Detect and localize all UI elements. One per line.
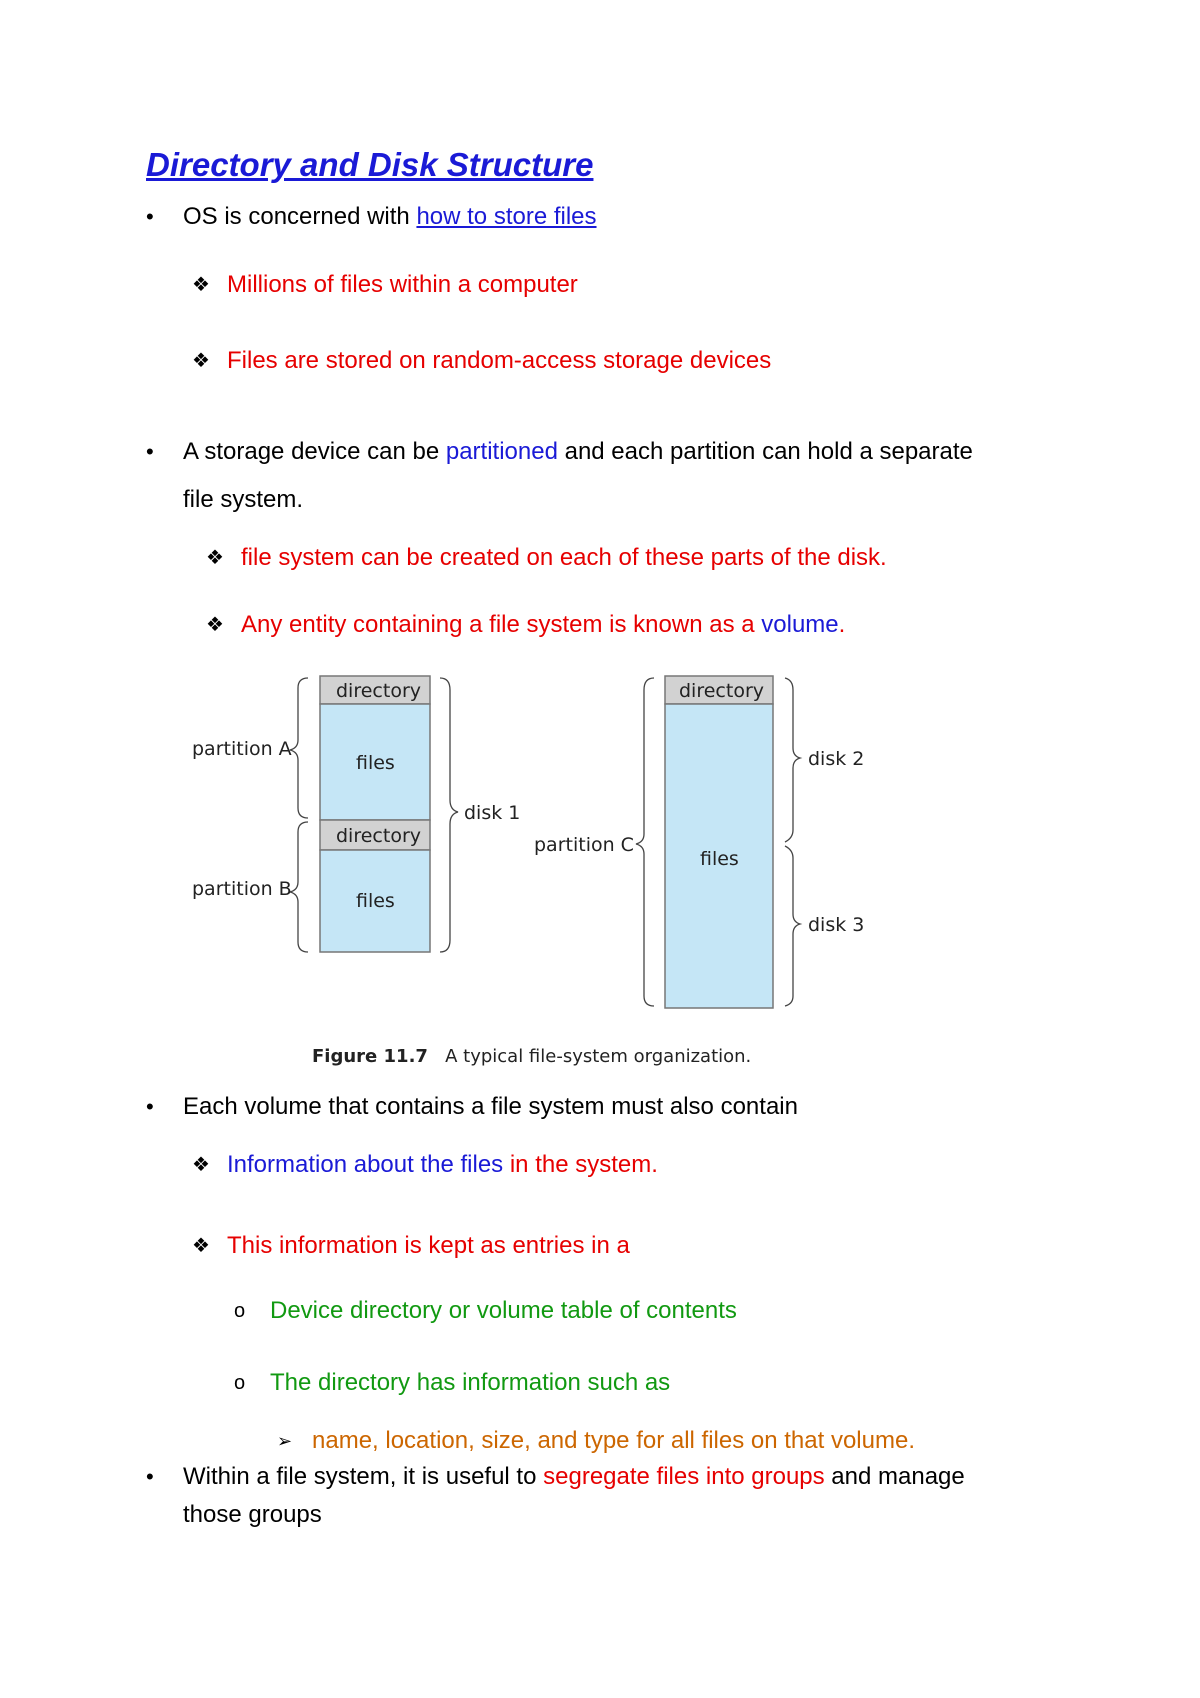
- information-text: Information about the files: [227, 1151, 504, 1178]
- sub-bullet-file-system-created: file system can be created on each of these parts of the disk.: [241, 544, 887, 571]
- in-the-system-text: in the system.: [503, 1151, 658, 1178]
- partition-a-brace: [290, 678, 308, 818]
- sub-bullet-information: [227, 1150, 658, 1180]
- partition-b-label: partition B: [192, 878, 292, 900]
- bullet-3: Each volume that contains a file system must also contain: [183, 1093, 798, 1120]
- sub-bullet-entries: This information is kept as entries in a: [227, 1232, 630, 1259]
- sub-bullet-millions: Millions of files within a computer: [227, 271, 578, 298]
- partitioned-term: partitioned: [445, 438, 558, 465]
- disk-1-label: disk 1: [464, 802, 521, 824]
- bullet-4-text-post: and manage: [824, 1463, 965, 1490]
- diamond-bullet-icon: ❖: [192, 1154, 210, 1176]
- circle-bullet-icon: o: [234, 1300, 246, 1322]
- diamond-bullet-icon: ❖: [192, 1235, 210, 1257]
- bullet-2-line2: file system.: [183, 486, 304, 513]
- sub-sub-device-directory: Device directory or volume table of contents: [270, 1297, 737, 1324]
- disk-2-label: disk 2: [808, 748, 865, 770]
- figure-caption: [312, 1046, 751, 1067]
- disk-2-brace: [785, 678, 800, 842]
- figure-caption-text: A typical file-system organization.: [445, 1046, 752, 1067]
- partition-c-directory-label: directory: [679, 680, 764, 702]
- bullet-1-text: OS is concerned with: [183, 203, 417, 230]
- partition-c-brace: [636, 678, 654, 1006]
- partition-b-brace: [290, 822, 308, 952]
- bullet-4: [183, 1462, 965, 1492]
- partition-c-label: partition C: [534, 834, 634, 856]
- sub-sub-sub-attributes: name, location, size, and type for all files on that volume.: [312, 1427, 915, 1454]
- arrow-bullet-icon: ➢: [277, 1431, 293, 1451]
- partition-b-directory-label: directory: [336, 825, 421, 847]
- how-to-store-files-link[interactable]: how to store files: [416, 203, 597, 230]
- bullet-dot: •: [146, 439, 154, 464]
- partition-a-label: partition A: [192, 738, 292, 760]
- partition-a-files-label: files: [356, 752, 395, 774]
- bullet-2-text-post: and each partition can hold a separate: [557, 438, 973, 465]
- bullet-dot: •: [146, 1094, 154, 1119]
- circle-bullet-icon: o: [234, 1372, 246, 1394]
- disk-3-brace: [785, 846, 800, 1006]
- bullet-dot: •: [146, 204, 154, 229]
- segregate-term: segregate files into groups: [543, 1463, 825, 1490]
- volume-text: Any entity containing a file system is known as a: [241, 611, 762, 638]
- diamond-bullet-icon: ❖: [192, 274, 210, 296]
- page-title: Directory and Disk Structure: [146, 146, 594, 183]
- diamond-bullet-icon: ❖: [192, 350, 210, 372]
- sub-bullet-random-access: Files are stored on random-access storage devices: [227, 347, 772, 374]
- partition-c-files-label: files: [700, 848, 739, 870]
- diamond-bullet-icon: ❖: [206, 614, 224, 636]
- sub-sub-directory-info: The directory has information such as: [270, 1369, 671, 1396]
- disk-3-label: disk 3: [808, 914, 865, 936]
- bullet-4-text: Within a file system, it is useful to: [183, 1463, 544, 1490]
- partition-a-directory-label: directory: [336, 680, 421, 702]
- bullet-2-text: A storage device can be: [183, 438, 446, 465]
- disk-1-brace: [440, 678, 458, 952]
- bullet-4-line2: those groups: [183, 1501, 322, 1528]
- volume-term: volume: [761, 611, 839, 638]
- volume-period: .: [838, 611, 846, 638]
- bullet-dot: •: [146, 1464, 154, 1489]
- partition-b-files-label: files: [356, 890, 395, 912]
- figure-caption-label: Figure 11.7: [312, 1046, 428, 1067]
- diamond-bullet-icon: ❖: [206, 547, 224, 569]
